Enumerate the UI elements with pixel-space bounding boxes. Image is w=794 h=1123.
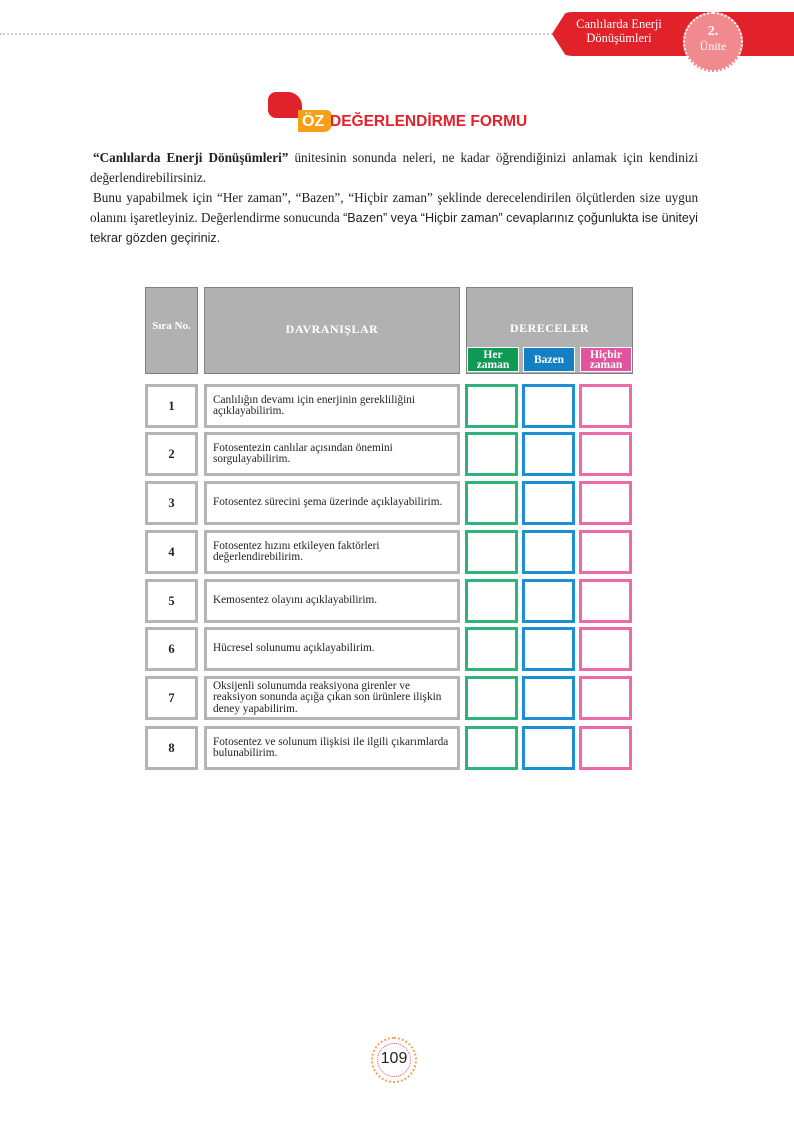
intro-p2-sep3: veya — [387, 210, 421, 225]
intro-p2-sep1: , — [287, 190, 296, 205]
checkbox-her-zaman[interactable] — [465, 579, 518, 623]
title-decoration-red — [268, 92, 302, 118]
form-title-text: DEĞERLENDİRME FORMU — [330, 113, 528, 130]
level-her-zaman: Her zaman — [467, 347, 519, 372]
checkbox-bazen[interactable] — [522, 384, 575, 428]
row-number: 1 — [145, 384, 198, 428]
form-title-prefix: ÖZ — [302, 113, 325, 130]
checkbox-hicbir-zaman[interactable] — [579, 579, 632, 623]
header-dotted-rule — [0, 33, 560, 35]
unit-label: Ünite — [699, 39, 727, 53]
row-behavior-text — [204, 481, 460, 525]
intro-p2-mid: şeklinde derecelendirilen ölçütlerden size uygun olanını işaretleyiniz. Değerlendirme sonucunda — [90, 190, 699, 225]
intro-p2-q-bazen: “Bazen” — [343, 210, 388, 225]
checkbox-bazen[interactable] — [522, 726, 575, 770]
header-col-no — [145, 287, 198, 374]
checkbox-bazen[interactable] — [522, 530, 575, 574]
row-behavior-label: Kemosentez olayını açıklayabilirim. — [213, 594, 378, 607]
form-title — [268, 92, 528, 136]
chapter-title-line2: Dönüşümleri — [586, 31, 652, 45]
header-col-ratings-label: DERECELER — [509, 321, 590, 335]
checkbox-hicbir-zaman[interactable] — [579, 481, 632, 525]
chapter-title — [560, 17, 678, 45]
intro-p2-her: “Her zaman” — [217, 190, 288, 205]
checkbox-hicbir-zaman[interactable] — [579, 676, 632, 720]
row-number: 2 — [145, 432, 198, 476]
row-behavior-label: Canlılığın devamı için enerjinin gerekliliğini açıklayabilirim. — [213, 393, 416, 417]
checkbox-bazen[interactable] — [522, 481, 575, 525]
page-number: 109 — [380, 1050, 408, 1067]
checkbox-her-zaman[interactable] — [465, 481, 518, 525]
row-behavior-label: Fotosentez ve solunum ilişkisi ile ilgili çıkarımlarda bulunabilirim. — [213, 735, 449, 759]
checkbox-her-zaman[interactable] — [465, 384, 518, 428]
intro-p2-q-hic: “Hiçbir zaman” — [420, 210, 503, 225]
header-col-no-label: Sıra No. — [152, 320, 191, 332]
row-behavior-text — [204, 676, 460, 720]
row-behavior-label: Fotosentez sürecini şema üzerinde açıklayabilirim. — [213, 496, 443, 509]
intro-paragraph-2 — [90, 188, 698, 249]
row-number: 4 — [145, 530, 198, 574]
row-behavior-text — [204, 579, 460, 623]
row-behavior-label: Fotosentezin canlılar açısından önemini sorgulayabilirim. — [213, 441, 393, 465]
row-behavior-text — [204, 384, 460, 428]
header-col-behaviors-label: DAVRANIŞLAR — [285, 322, 379, 336]
unit-number: 2. — [707, 24, 719, 39]
checkbox-her-zaman[interactable] — [465, 432, 518, 476]
intro-p1-rest: ünitesinin sonunda neleri, ne kadar öğrendiğinizi anlamak için kendinizi değerlendirebilirsiniz. — [90, 150, 699, 185]
checkbox-her-zaman[interactable] — [465, 530, 518, 574]
level-hicbir-zaman: Hiçbir zaman — [580, 347, 632, 372]
row-behavior-text — [204, 530, 460, 574]
checkbox-bazen[interactable] — [522, 579, 575, 623]
checkbox-bazen[interactable] — [522, 676, 575, 720]
header-col-behaviors — [204, 287, 460, 374]
row-number: 3 — [145, 481, 198, 525]
row-number: 6 — [145, 627, 198, 671]
checkbox-hicbir-zaman[interactable] — [579, 726, 632, 770]
chapter-title-line1: Canlılarda Enerji — [576, 17, 662, 31]
header-col-ratings — [466, 287, 633, 344]
checkbox-bazen[interactable] — [522, 432, 575, 476]
row-behavior-label: Hücresel solunumu açıklayabilirim. — [213, 642, 375, 655]
checkbox-hicbir-zaman[interactable] — [579, 384, 632, 428]
row-number: 5 — [145, 579, 198, 623]
checkbox-her-zaman[interactable] — [465, 627, 518, 671]
intro-p2-end: cevaplarınız çoğunlukta ise üniteyi tekrar gözden geçiriniz. — [90, 210, 698, 245]
row-behavior-text — [204, 726, 460, 770]
intro-text — [90, 148, 698, 249]
row-behavior-text — [204, 432, 460, 476]
level-bazen: Bazen — [523, 347, 575, 372]
checkbox-hicbir-zaman[interactable] — [579, 627, 632, 671]
checkbox-hicbir-zaman[interactable] — [579, 530, 632, 574]
checkbox-bazen[interactable] — [522, 627, 575, 671]
row-number: 8 — [145, 726, 198, 770]
intro-p2-sep2: , — [340, 190, 349, 205]
intro-p2-hic: “Hiçbir zaman” — [348, 190, 433, 205]
checkbox-hicbir-zaman[interactable] — [579, 432, 632, 476]
intro-p2-start: Bunu yapabilmek için — [93, 190, 217, 205]
row-number: 7 — [145, 676, 198, 720]
checkbox-her-zaman[interactable] — [465, 676, 518, 720]
row-behavior-label: Oksijenli solunumda reaksiyona girenler ve reaksiyon sonunda açığa çıkan son ürünlere ilişkin deney yapabilirim. — [213, 679, 442, 715]
row-behavior-label: Fotosentez hızını etkileyen faktörleri değerlendirebilirim. — [213, 539, 380, 563]
row-behavior-text — [204, 627, 460, 671]
checkbox-her-zaman[interactable] — [465, 726, 518, 770]
intro-p2-bazen: “Bazen” — [295, 190, 341, 205]
unit-name-bold: “Canlılarda Enerji Dönüşümleri” — [93, 150, 289, 165]
intro-paragraph-1 — [90, 148, 698, 187]
